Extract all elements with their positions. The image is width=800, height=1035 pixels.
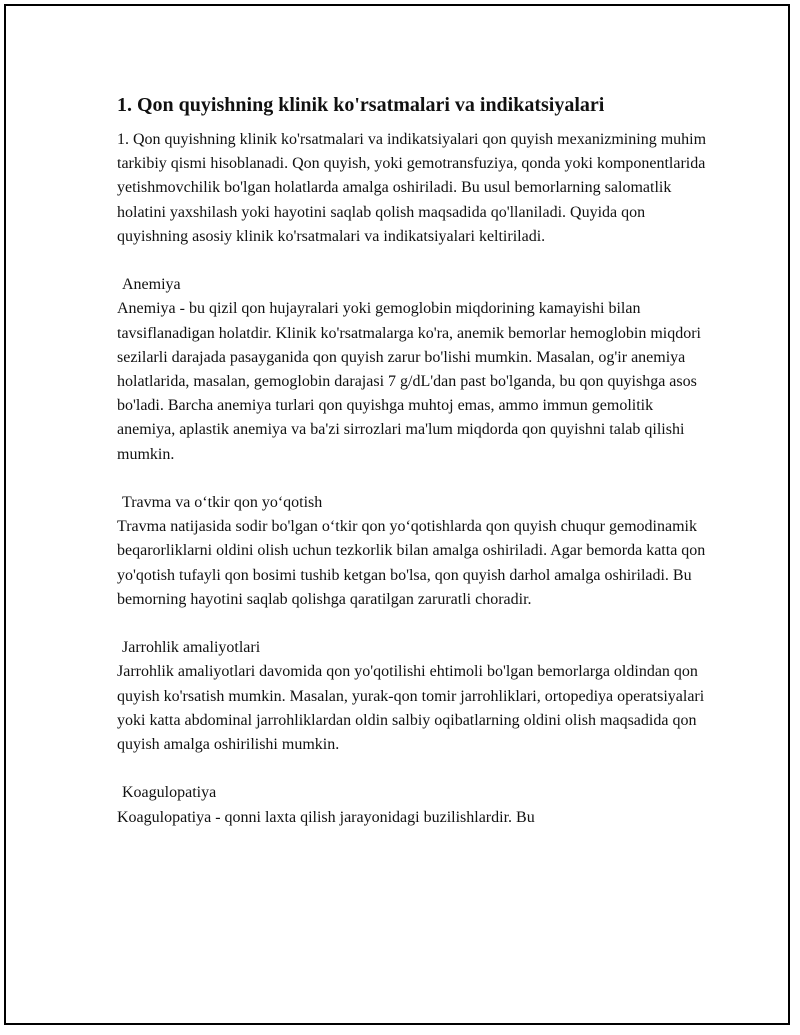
document-body [117, 92, 707, 830]
section-title: Jarrohlik amaliyotlari [122, 639, 261, 657]
section-travma [117, 491, 707, 612]
section-title: Anemiya [122, 276, 181, 294]
section-jarrohlik [117, 636, 707, 757]
section-koagulopatiya [117, 781, 707, 829]
section-paragraph: Jarrohlik amaliyotlari davomida qon yo'qotilishi ehtimoli bo'lgan bemorlarga oldindan qon quyish ko'rsatish mumkin. Masalan, yurak-qon tomir jarrohliklari, ortopediya operatsiyalari yoki katta abdominal jarrohliklardan oldin salbiy oqibatlarning oldini olish maqsadida qon quyish amalga oshirilishi mumkin. [117, 663, 705, 754]
section-paragraph: Anemiya - bu qizil qon hujayralari yoki gemoglobin miqdorining kamayishi bilan tavsiflanadigan holatdir. Klinik ko'rsatmalarga ko'ra, anemik bemorlar hemoglobin miqdori sezilarli darajada pasayganida qon quyish zarur bo'lishi mumkin. Masalan, og'ir anemiya holatlarida, masalan, gemoglobin darajasi 7 g/dL'dan past bo'lganda, bu qon quyishga asos bo'ladi. Barcha anemiya turlari qon quyishga muhtoj emas, ammo immun gemolitik anemiya, aplastik anemiya va ba'zi sirrozlari ma'lum miqdorda qon quyishni talab qilishi mumkin. [117, 300, 701, 463]
section-paragraph: Travma natijasida sodir bo'lgan o‘tkir qon yo‘qotishlarda qon quyish chuqur gemodinamik beqarorliklarni oldini olish uchun tezkorlik bilan amalga oshiriladi. Agar bemorda katta qon yo'qotish tufayli qon bosimi tushib ketgan bo'lsa, qon quyish darhol amalga oshiriladi. Bu bemorning hayotini saqlab qolishga qaratilgan zaruratli choradir. [117, 518, 706, 608]
section-anemiya [117, 273, 707, 467]
section-title: Koagulopatiya [122, 784, 217, 802]
section-paragraph: Koagulopatiya - qonni laxta qilish jarayonidagi buzilishlardir. Bu [117, 808, 535, 826]
intro-paragraph: 1. Qon quyishning klinik ko'rsatmalari va indikatsiyalari qon quyish mexanizmining muhim tarkibiy qismi hisoblanadi. Qon quyish, yoki gemotransfuziya, qonda yoki komponentlarida yetishmovchilik bo'lgan holatlarda amalga oshiriladi. Bu usul bemorlarning salomatlik holatini yaxshilash yoki hayotini saqlab qolish maqsadida qo'llaniladi. Quyida qon quyishning asosiy klinik ko'rsatmalari va indikatsiyalari keltiriladi. [117, 131, 707, 245]
section-title: Travma va o‘tkir qon yo‘qotish [122, 494, 323, 512]
page-title: 1. Qon quyishning klinik ko'rsatmalari va indikatsiyalari [117, 94, 605, 116]
